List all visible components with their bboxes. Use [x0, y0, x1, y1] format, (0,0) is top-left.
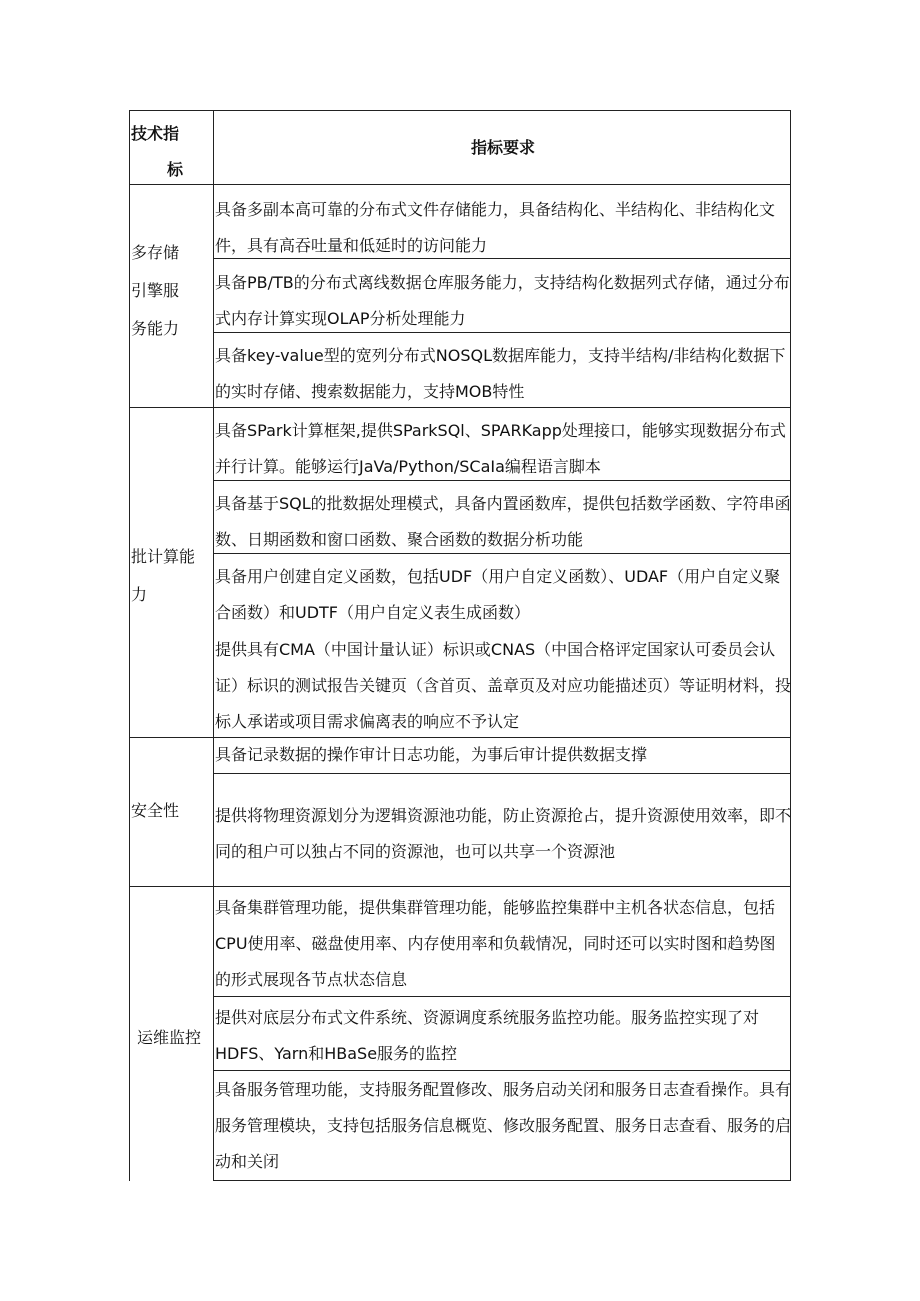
category-batch: 批计算能 力 — [131, 547, 196, 604]
requirement-item: 具备集群管理功能，提供集群管理功能，能够监控集群中主机各状态信息，包括CPU使用率、磁盘使用率、内存使用率和负载情况，同时还可以实时图和趋势图的形式展现各节点状态信息 — [215, 898, 776, 989]
requirement-item: 提供具有CMA（中国计量认证）标识或CNAS（中国合格评定国家认可委员会认证）标识的测试报告关键页（含首页、盖章页及对应功能描述页）等证明材料，投标人承诺或项目需求偏离表的响应不予认定 — [215, 640, 792, 731]
requirement-item: 具备记录数据的操作审计日志功能，为事后审计提供数据支撑 — [215, 745, 648, 764]
category-ops-monitoring: 运维监控 — [137, 1028, 202, 1047]
row-divider — [129, 886, 791, 887]
category-storage: 多存储 引擎服 务能力 — [131, 243, 180, 338]
header-category-line1: 技术指 — [131, 124, 180, 143]
header-category — [131, 116, 213, 188]
requirement-item: 提供将物理资源划分为逻辑资源池功能，防止资源抢占，提升资源使用效率，即不同的租户可以独占不同的资源池，也可以共享一个资源池 — [215, 806, 792, 861]
requirement-item: 具备key-value型的宽列分布式NOSQL数据库能力，支持半结构/非结构化数据下的实时存储、搜索数据能力，支持MOB特性 — [215, 346, 786, 401]
row-divider — [213, 773, 791, 774]
table-border-top — [129, 110, 791, 111]
header-requirement: 指标要求 — [470, 138, 535, 157]
requirement-item: 具备基于SQL的批数据处理模式，具备内置函数库，提供包括数学函数、字符串函数、日期函数和窗口函数、聚合函数的数据分析功能 — [215, 494, 791, 549]
requirement-item: 具备用户创建自定义函数，包括UDF（用户自定义函数）、UDAF（用户自定义聚合函数）和UDTF（用户自定义表生成函数） — [215, 567, 781, 622]
spec-table — [129, 110, 791, 1181]
row-divider — [129, 184, 791, 185]
requirement-item: 具备多副本高可靠的分布式文件存储能力，具备结构化、半结构化、非结构化文件，具有高吞吐量和低延时的访问能力 — [215, 200, 776, 255]
requirement-item: 具备SPark计算框架,提供SParkSQl、SPARKapp处理接口，能够实现数据分布式并行计算。能够运行JaVa/Python/SCaIa编程语言脚本 — [215, 421, 786, 476]
category-security: 安全性 — [131, 801, 180, 820]
requirement-item: 具备PB/TB的分布式离线数据仓库服务能力，支持结构化数据列式存储，通过分布式内存计算实现OLAP分析处理能力 — [215, 273, 790, 328]
requirement-item: 具备服务管理功能，支持服务配置修改、服务启动关闭和服务日志查看操作。具有服务管理模块，支持包括服务信息概览、修改服务配置、服务日志查看、服务的启动和关闭 — [215, 1080, 792, 1171]
table-border-left — [129, 110, 130, 1181]
header-category-line2: 标 — [167, 160, 184, 179]
requirement-item: 提供对底层分布式文件系统、资源调度系统服务监控功能。服务监控实现了对HDFS、Yarn和HBaSe服务的监控 — [215, 1008, 760, 1063]
table-border-bottom — [213, 1180, 791, 1181]
